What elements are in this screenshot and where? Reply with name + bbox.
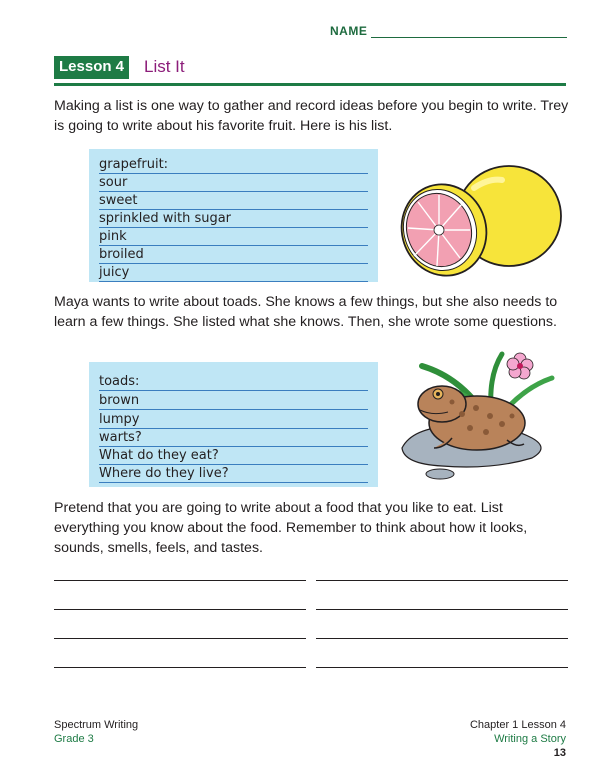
maya-list-box <box>89 362 378 487</box>
trey-list-box <box>89 149 378 282</box>
list-item: pink <box>99 229 368 246</box>
lesson-badge: Lesson 4 <box>54 56 129 79</box>
lesson-title: List It <box>144 57 185 76</box>
grade-label: Grade 3 <box>54 733 94 745</box>
list-item: sweet <box>99 193 368 210</box>
list-item: juicy <box>99 265 368 282</box>
list-item: What do they eat? <box>99 448 368 465</box>
name-label: NAME <box>330 24 368 38</box>
list-item: warts? <box>99 430 368 447</box>
answer-line[interactable] <box>54 667 306 668</box>
list-item: sour <box>99 175 368 192</box>
answer-line[interactable] <box>316 667 568 668</box>
answer-line[interactable] <box>54 638 306 639</box>
list-item: brown <box>99 393 368 410</box>
answer-line[interactable] <box>316 580 568 581</box>
grapefruit-illustration <box>394 158 564 283</box>
list-item: broiled <box>99 247 368 264</box>
list-item: lumpy <box>99 412 368 429</box>
chapter-label: Chapter 1 Lesson 4 <box>469 719 566 731</box>
maya-paragraph: Maya wants to write about toads. She knows a few things, but she also needs to learn a few things. She listed what she knows. Then, she wrote some questions. <box>54 294 558 330</box>
list-item: grapefruit: <box>99 157 368 174</box>
list-item: toads: <box>99 374 368 391</box>
list-item: Where do they live? <box>99 466 368 483</box>
toad-illustration <box>392 348 562 483</box>
name-line[interactable] <box>371 26 567 38</box>
footer-right <box>470 718 566 760</box>
footer-left <box>54 718 138 746</box>
page-number: 13 <box>553 747 566 759</box>
name-field[interactable] <box>330 24 567 38</box>
answer-line[interactable] <box>316 638 568 639</box>
answer-line[interactable] <box>54 609 306 610</box>
pretend-paragraph: Pretend that you are going to write about a food that you like to eat. List everything you know about the food. Remember to think about how it looks, sounds, smells, feels, and tastes. <box>54 500 528 556</box>
series-title: Spectrum Writing <box>54 719 139 731</box>
list-item: sprinkled with sugar <box>99 211 368 228</box>
header-rule <box>54 83 566 86</box>
answer-line[interactable] <box>54 580 306 581</box>
intro-paragraph: Making a list is one way to gather and record ideas before you begin to write. Trey is going to write about his favorite fruit. Here is his list. <box>54 98 569 134</box>
section-label: Writing a Story <box>494 733 566 745</box>
lesson-header <box>54 56 566 82</box>
answer-line[interactable] <box>316 609 568 610</box>
